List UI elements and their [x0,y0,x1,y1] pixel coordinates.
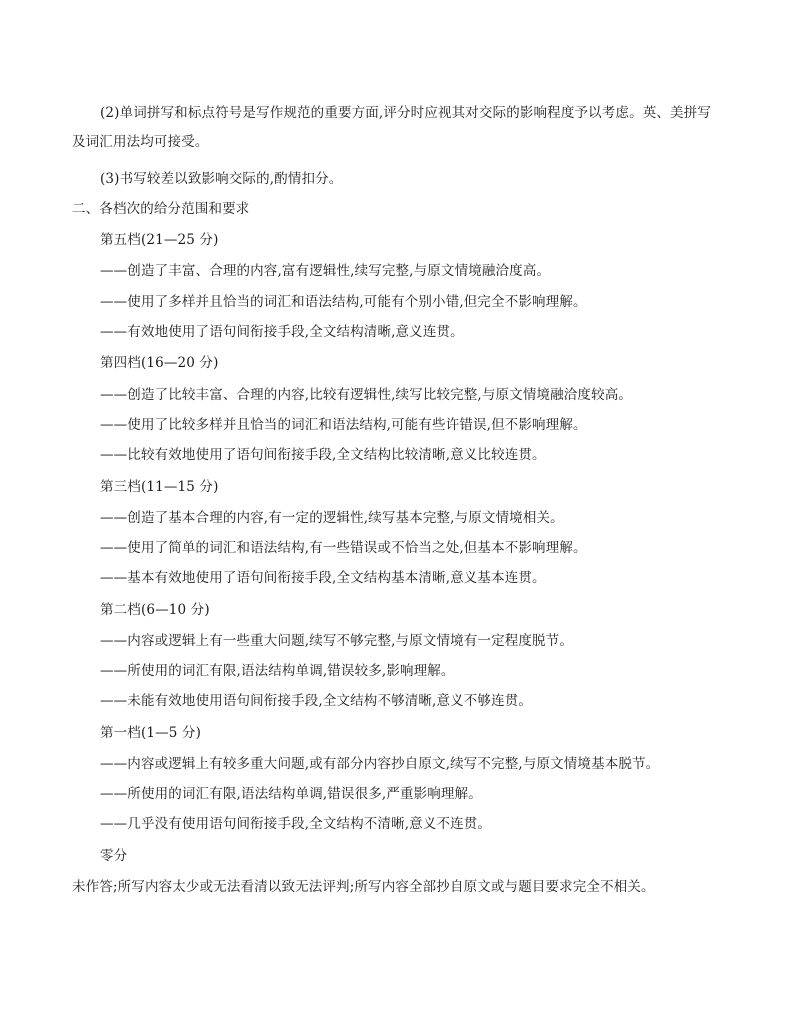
band-2-item-3: ——未能有效地使用语句间衔接手段,全文结构不够清晰,意义不够连贯。 [100,693,533,709]
band-4-title: 第四档(16—20 分) [100,355,219,371]
band-3-item-1: ——创造了基本合理的内容,有一定的逻辑性,续写基本完整,与原文情境相关。 [100,510,564,526]
band-1-item-1: ——内容或逻辑上有较多重大问题,或有部分内容抄自原文,续写不完整,与原文情境基本脱节。 [100,756,660,772]
section-title: 二、各档次的给分范围和要求 [72,201,250,217]
band-1-item-2: ——所使用的词汇有限,语法结构单调,错误很多,严重影响理解。 [100,786,482,802]
note-2-line-1: (2)单词拼写和标点符号是写作规范的重要方面,评分时应视其对交际的影响程度予以考虑。英、美拼写 [100,105,711,121]
band-2-title: 第二档(6—10 分) [100,602,210,618]
zero-text: 未作答;所写内容太少或无法看清以致无法评判;所写内容全部抄自原文或与题目要求完全不相关。 [72,879,655,895]
band-4-item-3: ——比较有效地使用了语句间衔接手段,全文结构比较清晰,意义比较连贯。 [100,447,546,463]
band-4-item-1: ——创造了比较丰富、合理的内容,比较有逻辑性,续写比较完整,与原文情境融洽度较高。 [100,387,633,403]
band-5-item-2: ——使用了多样并且恰当的词汇和语法结构,可能有个别小错,但完全不影响理解。 [100,294,587,310]
band-4-item-2: ——使用了比较多样并且恰当的词汇和语法结构,可能有些许错误,但不影响理解。 [100,417,587,433]
band-3-item-2: ——使用了简单的词汇和语法结构,有一些错误或不恰当之处,但基本不影响理解。 [100,540,587,556]
zero-title: 零分 [100,848,128,864]
band-2-item-1: ——内容或逻辑上有一些重大问题,续写不够完整,与原文情境有一定程度脱节。 [100,633,573,649]
band-5-item-3: ——有效地使用了语句间衔接手段,全文结构清晰,意义连贯。 [100,324,464,340]
band-2-item-2: ——所使用的词汇有限,语法结构单调,错误较多,影响理解。 [100,663,455,679]
band-3-item-3: ——基本有效地使用了语句间衔接手段,全文结构基本清晰,意义基本连贯。 [100,570,546,586]
note-3: (3)书写较差以致影响交际的,酌情扣分。 [100,171,343,187]
band-1-item-3: ——几乎没有使用语句间衔接手段,全文结构不清晰,意义不连贯。 [100,816,492,832]
band-3-title: 第三档(11—15 分) [100,479,219,495]
band-1-title: 第一档(1—5 分) [100,725,202,741]
band-5-title: 第五档(21—25 分) [100,232,219,248]
band-5-item-1: ——创造了丰富、合理的内容,富有逻辑性,续写完整,与原文情境融洽度高。 [100,263,551,279]
note-2-line-2: 及词汇用法均可接受。 [72,134,209,150]
